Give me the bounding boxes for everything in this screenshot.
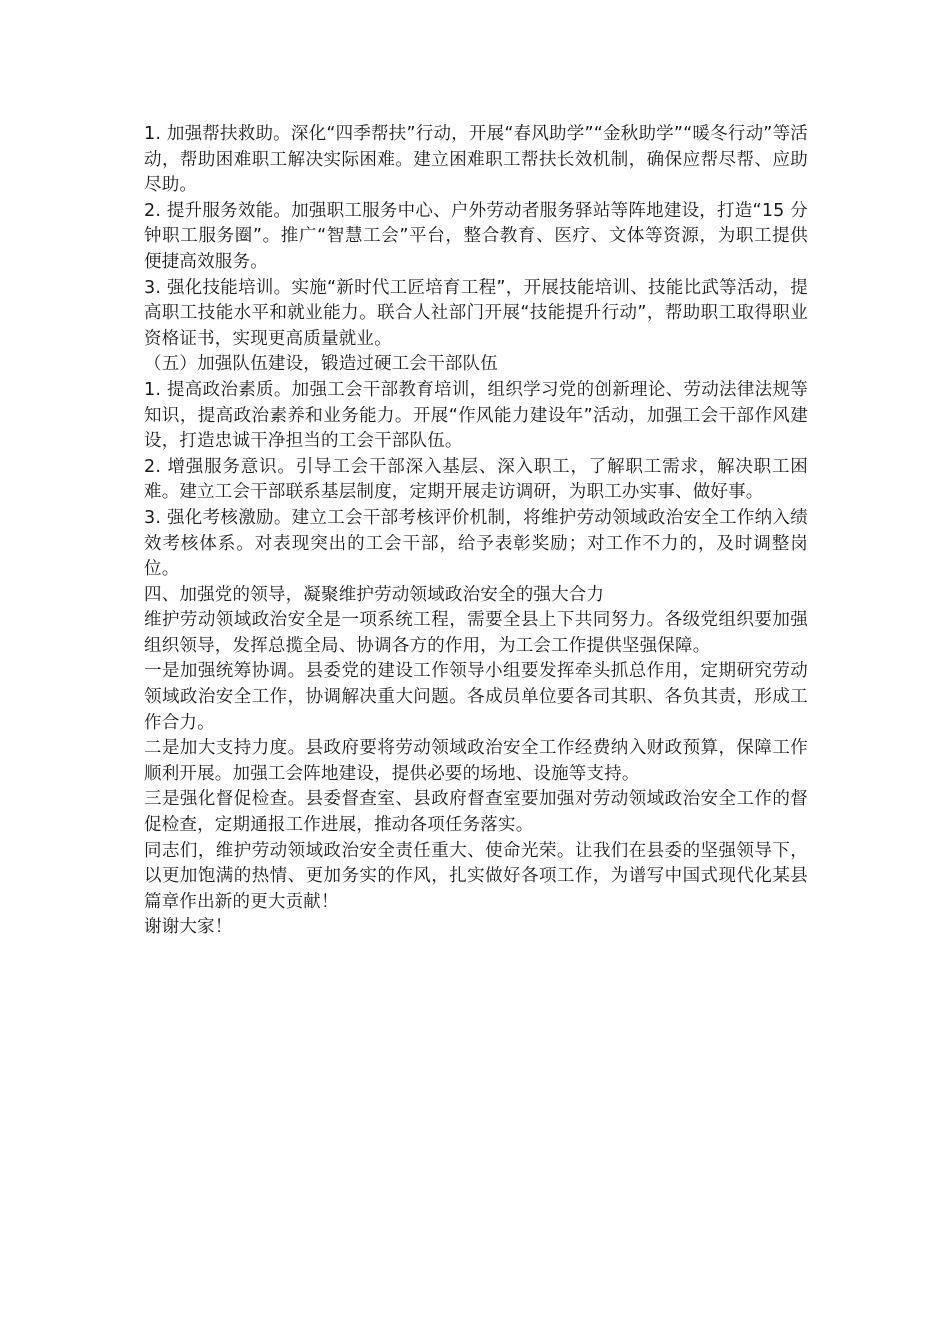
section-heading-party-leadership: 四、加强党的领导，凝聚维护劳动领域政治安全的强大合力 xyxy=(144,584,605,605)
paragraph-service-awareness: 2. 增强服务意识。引导工会干部深入基层、深入职工，了解职工需求，解决职工困难。建立工会干部联系基层制度，定期开展走访调研，为职工办实事、做好事。 xyxy=(144,456,808,503)
paragraph-system-engineering: 维护劳动领域政治安全是一项系统工程，需要全县上下共同努力。各级党组织要加强组织领导，发挥总揽全局、协调各方的作用，为工会工作提供坚强保障。 xyxy=(144,610,808,656)
paragraph-support: 二是加大支持力度。县政府要将劳动领域政治安全工作经费纳入财政预算，保障工作顺利开展。加强工会阵地建设，提供必要的场地、设施等支持。 xyxy=(144,738,808,784)
paragraph-supervision: 三是强化督促检查。县委督查室、县政府督查室要加强对劳动领域政治安全工作的督促检查，定期通报工作进展，推动各项任务落实。 xyxy=(144,789,808,836)
paragraph-service-efficiency: 2. 提升服务效能。加强职工服务中心、户外劳动者服务驿站等阵地建设，打造“15 分钟职工服务圈”。推广“智慧工会”平台，整合教育、医疗、文体等资源，为职工提供便捷高效服务。 xyxy=(144,200,808,272)
section-heading-team-building: （五）加强队伍建设，锻造过硬工会干部队伍 xyxy=(144,354,498,375)
paragraph-assessment-incentive: 3. 强化考核激励。建立工会干部考核评价机制，将维护劳动领域政治安全工作纳入绩效考核体系。对表现突出的工会干部，给予表彰奖励；对工作不力的，及时调整岗位。 xyxy=(144,507,808,580)
paragraph-skill-training: 3. 强化技能培训。实施“新时代工匠培育工程”，开展技能培训、技能比武等活动，提高职工技能水平和就业能力。联合人社部门开展“技能提升行动”，帮助职工取得职业资格证书，实现更高质量就业。 xyxy=(144,277,808,349)
paragraph-closing-remarks: 同志们，维护劳动领域政治安全责任重大、使命光荣。让我们在县委的坚强领导下，以更加饱满的热情、更加务实的作风，扎实做好各项工作，为谱写中国式现代化某县篇章作出新的更大贡献！ xyxy=(144,840,808,912)
paragraph-political-quality: 1. 提高政治素质。加强工会干部教育培训，组织学习党的创新理论、劳动法律法规等知识，提高政治素养和业务能力。开展“作风能力建设年”活动，加强工会干部作风建设，打造忠诚干净担当的工会干部队伍。 xyxy=(144,379,808,452)
paragraph-coordination: 一是加强统筹协调。县委党的建设工作领导小组要发挥牵头抓总作用，定期研究劳动领域政治安全工作，协调解决重大问题。各成员单位要各司其职、各负其责，形成工作合力。 xyxy=(144,661,808,733)
paragraph-thanks: 谢谢大家！ xyxy=(144,917,233,938)
paragraph-assistance: 1. 加强帮扶救助。深化“四季帮扶”行动，开展“春风助学”“金秋助学”“暖冬行动”等活动，帮助困难职工解决实际困难。建立困难职工帮扶长效机制，确保应帮尽帮、应助尽助。 xyxy=(144,124,808,196)
document-body xyxy=(144,122,808,941)
